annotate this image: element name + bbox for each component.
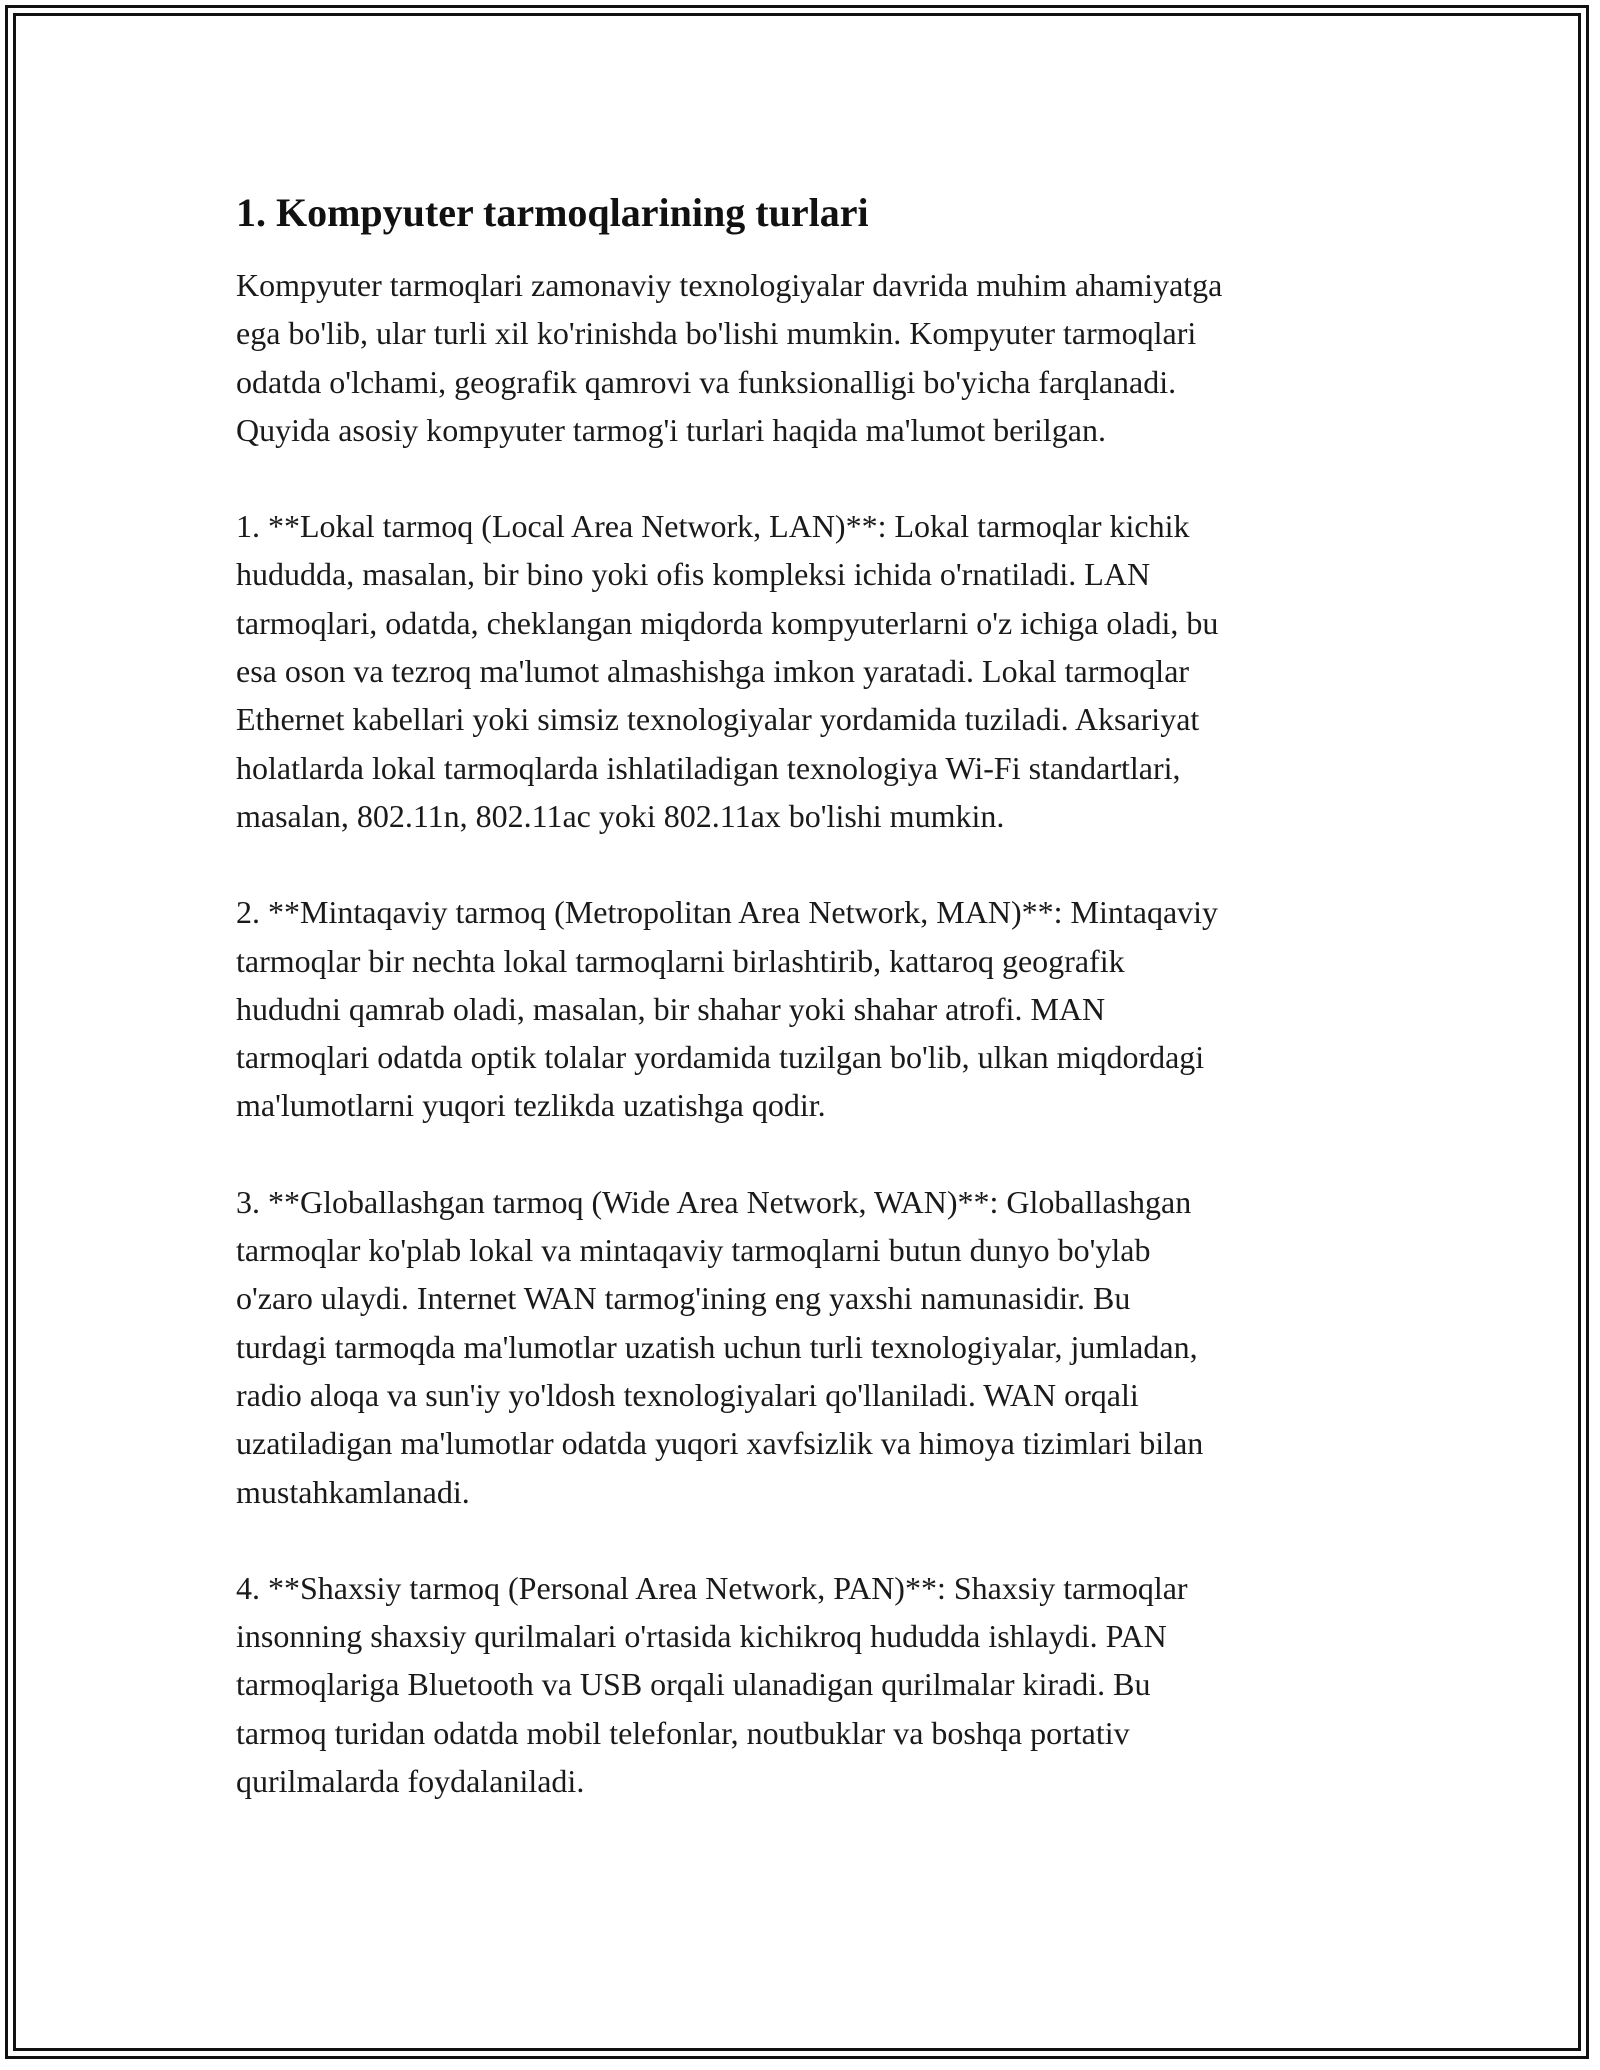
paragraph-line: ega bo'lib, ular turli xil ko'rinishda bo'lishi mumkin. Kompyuter tarmoqlari <box>236 315 1197 352</box>
paragraph-line: holatlarda lokal tarmoqlarda ishlatiladigan texnologiya Wi-Fi standartlari, <box>236 749 1181 786</box>
paragraph-line: Kompyuter tarmoqlari zamonaviy texnologiyalar davrida muhim ahamiyatga <box>236 267 1223 303</box>
paragraph-line: tarmoqlar ko'plab lokal va mintaqaviy tarmoqlarni butun dunyo bo'ylab <box>236 1232 1151 1269</box>
paragraph-line: tarmoqlari, odatda, cheklangan miqdorda kompyuterlarni o'z ichiga oladi, bu <box>236 604 1219 641</box>
paragraph-line: 2. **Mintaqaviy tarmoq (Metropolitan Area Network, MAN)**: Mintaqaviy <box>236 894 1219 931</box>
paragraph-line: insonning shaxsiy qurilmalari o'rtasida kichikroq hududda ishlaydi. PAN <box>236 1618 1167 1655</box>
paragraph-line: qurilmalarda foydalaniladi. <box>236 1763 585 1800</box>
man-paragraph <box>236 888 1396 1129</box>
paragraph-line: Ethernet kabellari yoki simsiz texnologiyalar yordamida tuziladi. Aksariyat <box>236 701 1200 738</box>
paragraph-line: hududda, masalan, bir bino yoki ofis kompleksi ichida o'rnatiladi. LAN <box>236 556 1151 593</box>
paragraph-line: masalan, 802.11n, 802.11ac yoki 802.11ax bo'lishi mumkin. <box>236 797 1005 834</box>
paragraph-line: 3. **Globallashgan tarmoq (Wide Area Network, WAN)**: Globallashgan <box>236 1183 1192 1220</box>
paragraph-line: uzatiladigan ma'lumotlar odatda yuqori xavfsizlik va himoya tizimlari bilan <box>236 1425 1204 1462</box>
paragraph-line: esa oson va tezroq ma'lumot almashishga imkon yaratadi. Lokal tarmoqlar <box>236 653 1190 690</box>
paragraph-line: Quyida asosiy kompyuter tarmog'i turlari haqida ma'lumot berilgan. <box>236 411 1106 448</box>
paragraph-line: 4. **Shaxsiy tarmoq (Personal Area Network, PAN)**: Shaxsiy tarmoqlar <box>236 1569 1188 1606</box>
lan-paragraph <box>236 502 1396 840</box>
pan-paragraph <box>236 1564 1396 1805</box>
paragraph-line: hududni qamrab oladi, masalan, bir shahar yoki shahar atrofi. MAN <box>236 990 1106 1027</box>
paragraph-line: tarmoq turidan odatda mobil telefonlar, noutbuklar va boshqa portativ <box>236 1714 1130 1751</box>
wan-paragraph <box>236 1178 1396 1516</box>
document-body <box>236 185 1396 1853</box>
paragraph-line: o'zaro ulaydi. Internet WAN tarmog'ining eng yaxshi namunasidir. Bu <box>236 1280 1131 1317</box>
paragraph-line: radio aloqa va sun'iy yo'ldosh texnologiyalari qo'llaniladi. WAN orqali <box>236 1376 1139 1413</box>
paragraph-line: tarmoqlar bir nechta lokal tarmoqlarni birlashtirib, kattaroq geografik <box>236 942 1125 979</box>
intro-paragraph <box>236 261 1396 454</box>
paragraph-line: turdagi tarmoqda ma'lumotlar uzatish uchun turli texnologiyalar, jumladan, <box>236 1328 1198 1365</box>
document-title: 1. Kompyuter tarmoqlarining turlari <box>236 190 869 235</box>
paragraph-line: tarmoqlari odatda optik tolalar yordamida tuzilgan bo'lib, ulkan miqdordagi <box>236 1039 1205 1076</box>
paragraph-line: mustahkamlanadi. <box>236 1473 470 1510</box>
paragraph-line: ma'lumotlarni yuqori tezlikda uzatishga qodir. <box>236 1087 826 1124</box>
paragraph-line: tarmoqlariga Bluetooth va USB orqali ulanadigan qurilmalar kiradi. Bu <box>236 1666 1151 1703</box>
paragraph-line: 1. **Lokal tarmoq (Local Area Network, LAN)**: Lokal tarmoqlar kichik <box>236 508 1190 545</box>
paragraph-line: odatda o'lchami, geografik qamrovi va funksionalligi bo'yicha farqlanadi. <box>236 363 1177 400</box>
